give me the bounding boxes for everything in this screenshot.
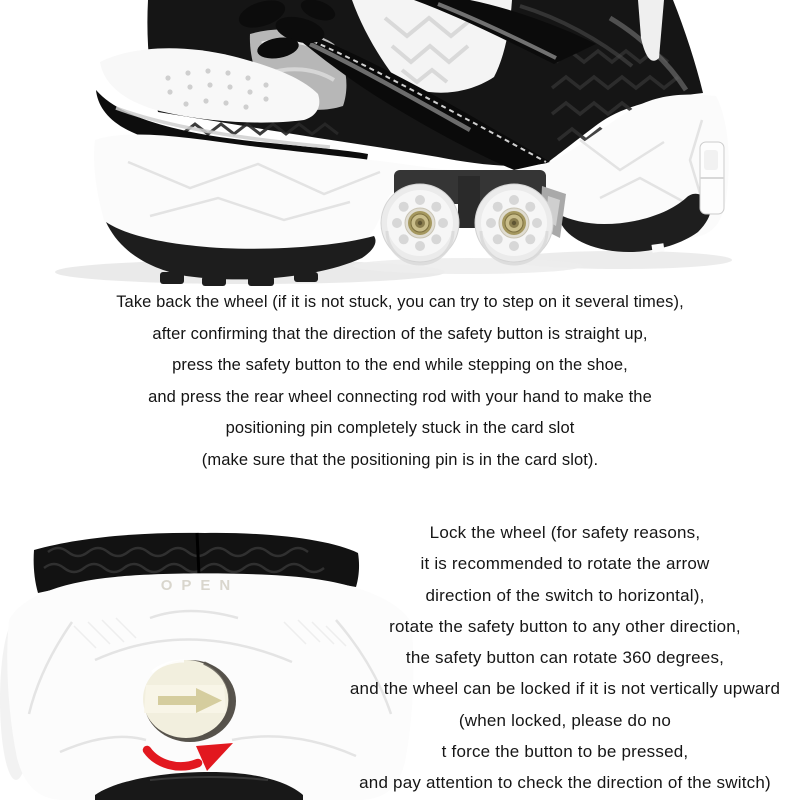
instruction-line: t force the button to be pressed, xyxy=(441,742,689,762)
lock-instructions-text xyxy=(332,517,798,799)
instruction-line: Lock the wheel (for safety reasons, xyxy=(429,523,701,542)
instruction-line: (when locked, please do no xyxy=(458,710,672,730)
instruction-line: (make sure that the positioning pin is in the card slot). xyxy=(201,450,599,469)
instruction-line: after confirming that the direction of the safety button is straight up, xyxy=(152,324,648,343)
rear-wheel xyxy=(475,184,553,264)
instruction-line: and the wheel can be locked if it is not vertically upward xyxy=(349,679,781,699)
instruction-line: Take back the wheel (if it is not stuck, you can try to step on it several times), xyxy=(116,293,684,311)
instruction-line: and press the rear wheel connecting rod with your hand to make the xyxy=(148,387,652,406)
instruction-line: positioning pin completely stuck in the card slot xyxy=(225,419,575,438)
open-embossing: OPEN xyxy=(160,577,240,594)
instruction-line: it is recommended to rotate the arrow xyxy=(420,554,710,574)
instruction-line: direction of the switch to horizontal), xyxy=(425,585,705,605)
instruction-line: and pay attention to check the direction of the switch) xyxy=(359,773,771,793)
instruction-line: press the safety button to the end while stepping on the shoe, xyxy=(172,356,628,375)
heel-release-tab xyxy=(700,142,724,214)
instruction-line: the safety button can rotate 360 degrees, xyxy=(405,648,725,668)
instruction-line: rotate the safety button to any other direction, xyxy=(389,616,741,636)
button-arrow-icon xyxy=(158,696,196,705)
shoe-side-photo xyxy=(0,0,800,286)
front-wheel xyxy=(381,184,459,264)
deploy-instructions-text xyxy=(0,287,800,477)
